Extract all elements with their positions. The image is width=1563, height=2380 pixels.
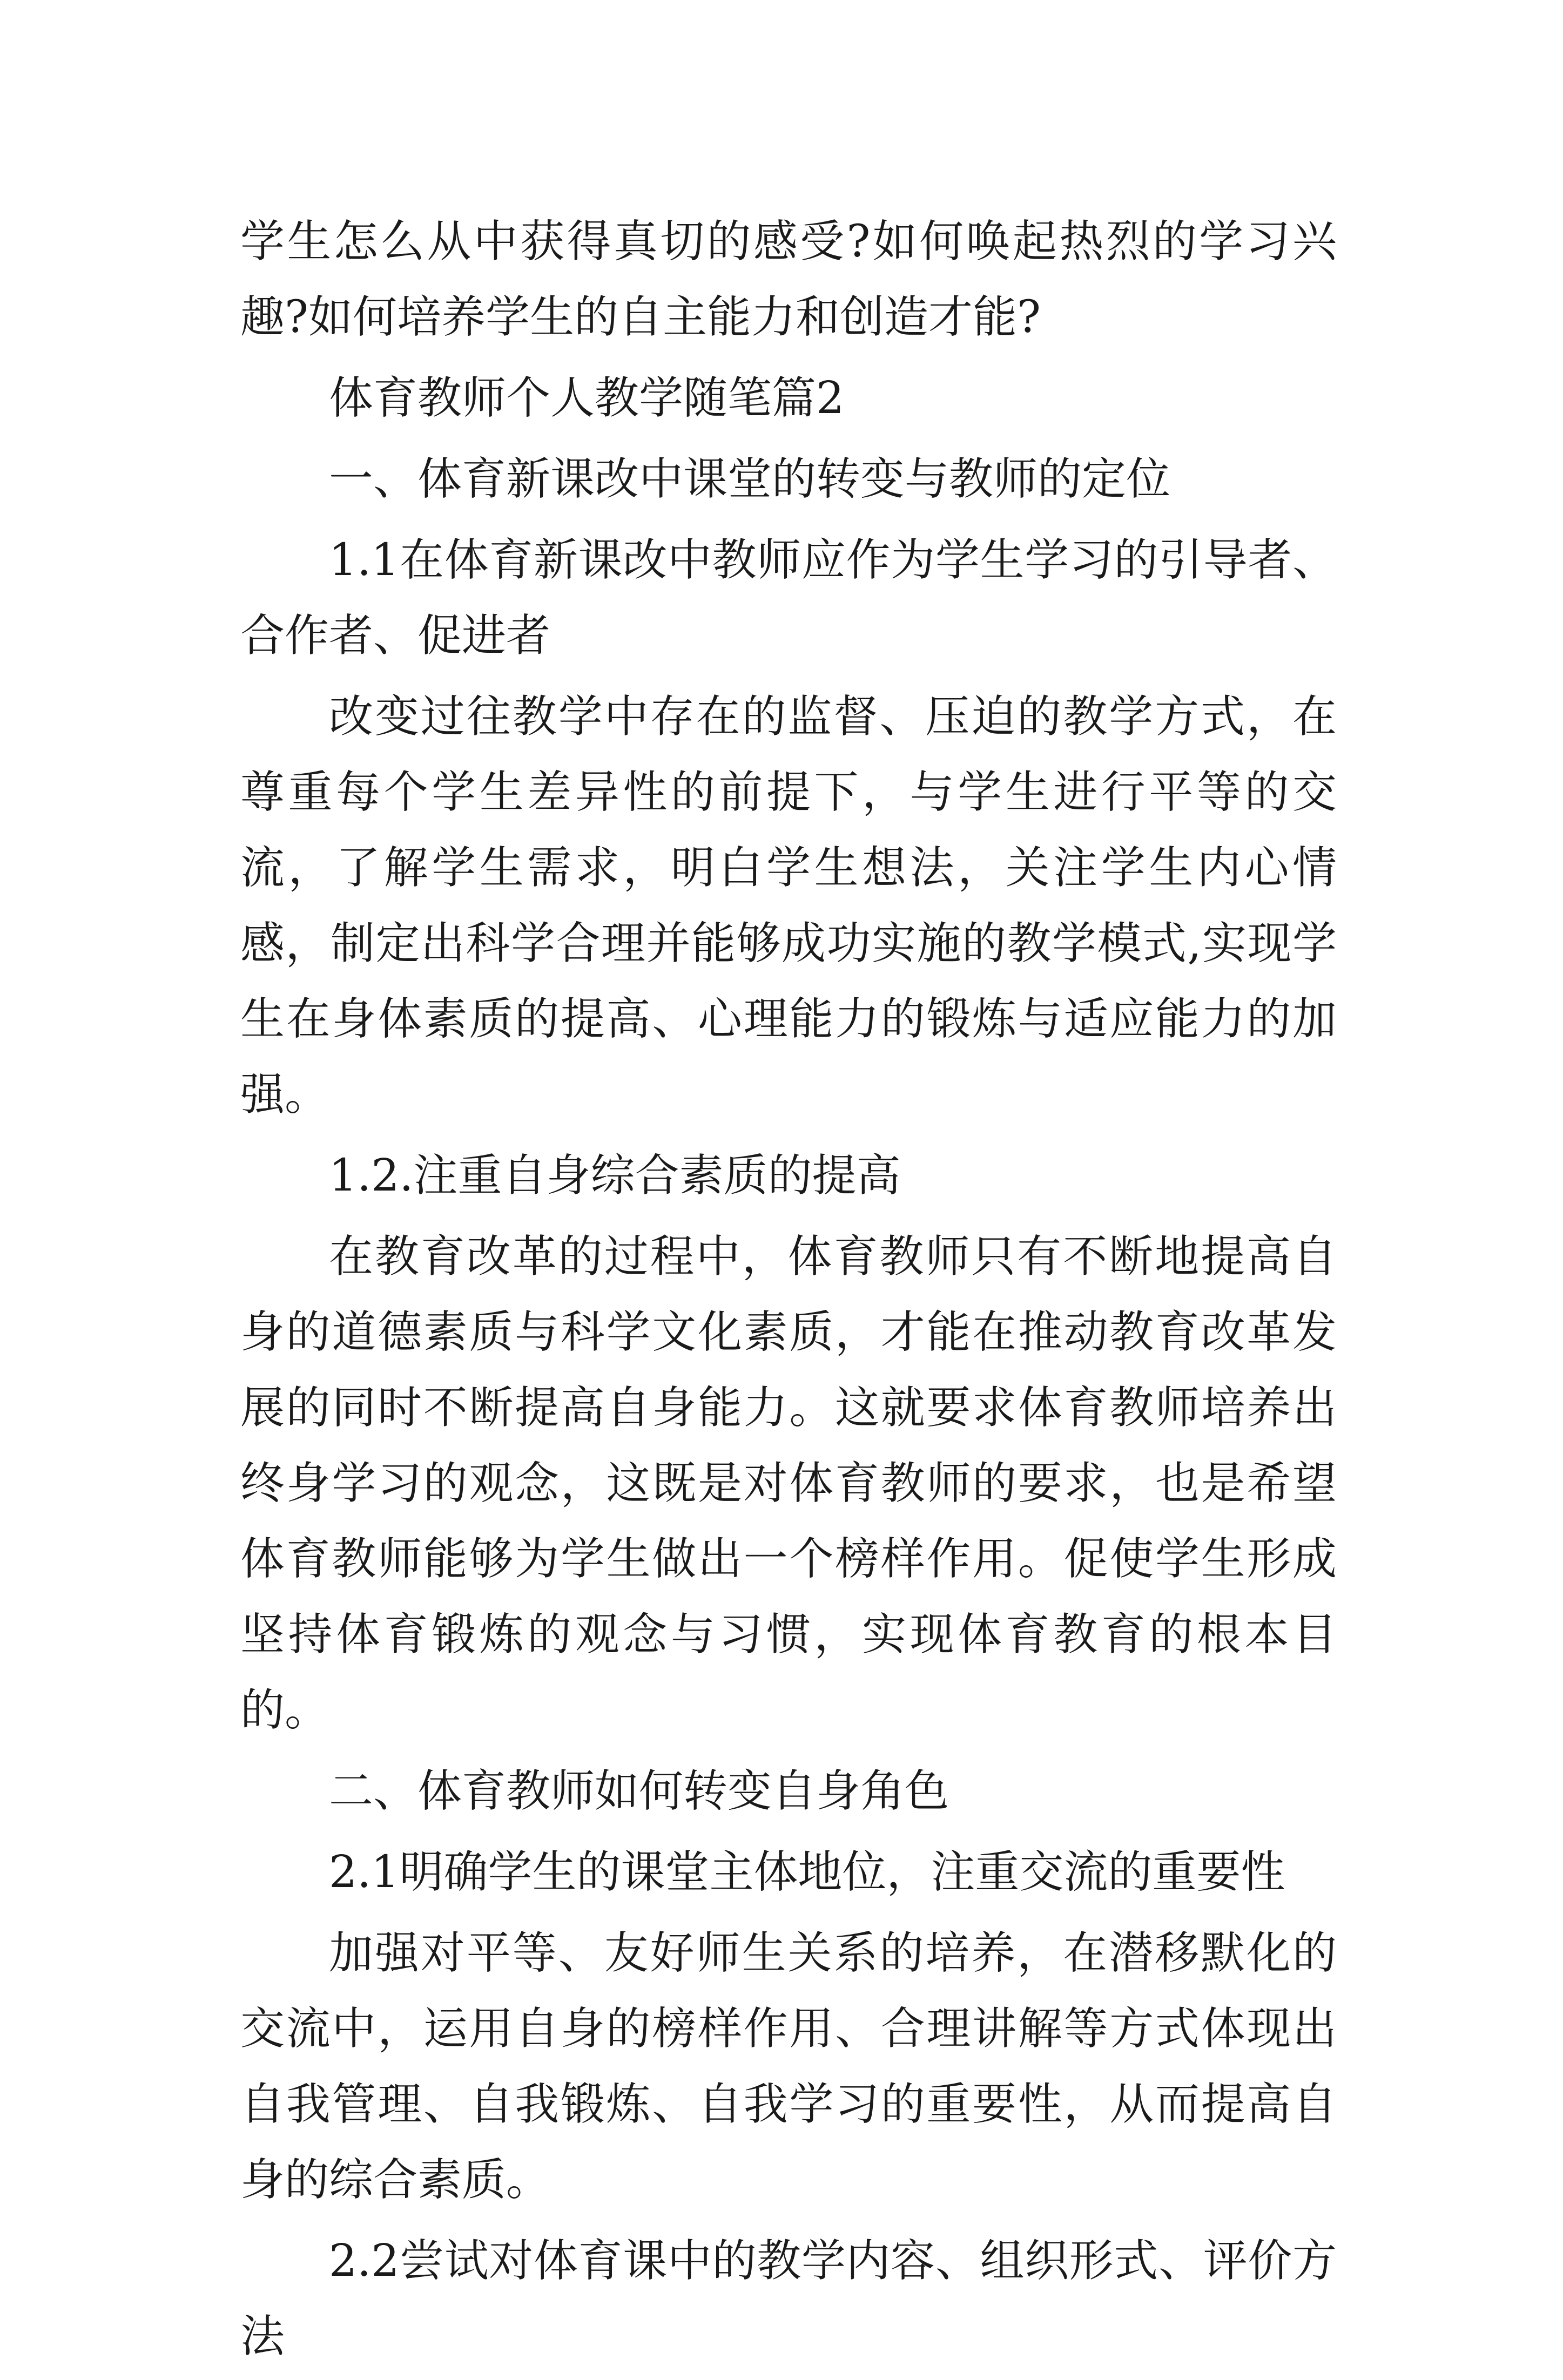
paragraph: 改变过往教学中存在的监督、压迫的教学方式，在尊重每个学生差异性的前提下，与学生进行平等的交流，了解学生需求，明白学生想法，关注学生内心情感，制定出科学合理并能够成功实施的教学模式,实现学生在身体素质的提高、心理能力的锻炼与适应能力的加强。 xyxy=(240,691,1337,1120)
heading-one: 一、体育新课改中课堂的转变与教师的定位 xyxy=(329,454,1171,505)
subheading-1-2: 1.2.注重自身综合素质的提高 xyxy=(329,1150,901,1201)
paragraph: 加强对平等、友好师生关系的培养，在潜移默化的交流中，运用自身的榜样作用、合理讲解等方式体现出自我管理、自我锻炼、自我学习的重要性，从而提高自身的综合素质。 xyxy=(240,1928,1337,2206)
subheading-2-2: 2.2尝试对体育课中的教学内容、组织形式、评价方法 xyxy=(240,2235,1337,2362)
paragraph-continuation: 学生怎么从中获得真切的感受?如何唤起热烈的学习兴趣?如何培养学生的自主能力和创造才能? xyxy=(240,216,1337,343)
document-body xyxy=(240,204,1337,2380)
paragraph: 在教育改革的过程中，体育教师只有不断地提高自身的道德素质与科学文化素质，才能在推动教育改革发展的同时不断提高自身能力。这就要求体育教师培养出终身学习的观念，这既是对体育教师的要求，也是希望体育教师能够为学生做出一个榜样作用。促使学生形成坚持体育锻炼的观念与习惯，实现体育教育的根本目的。 xyxy=(240,1231,1337,1736)
subheading-2-1: 2.1明确学生的课堂主体地位，注重交流的重要性 xyxy=(329,1847,1285,1898)
subheading-1-1: 1.1在体育新课改中教师应作为学生学习的引导者、合作者、促进者 xyxy=(240,535,1337,661)
section-title: 体育教师个人教学随笔篇2 xyxy=(329,373,845,424)
heading-two: 二、体育教师如何转变自身角色 xyxy=(329,1766,949,1817)
